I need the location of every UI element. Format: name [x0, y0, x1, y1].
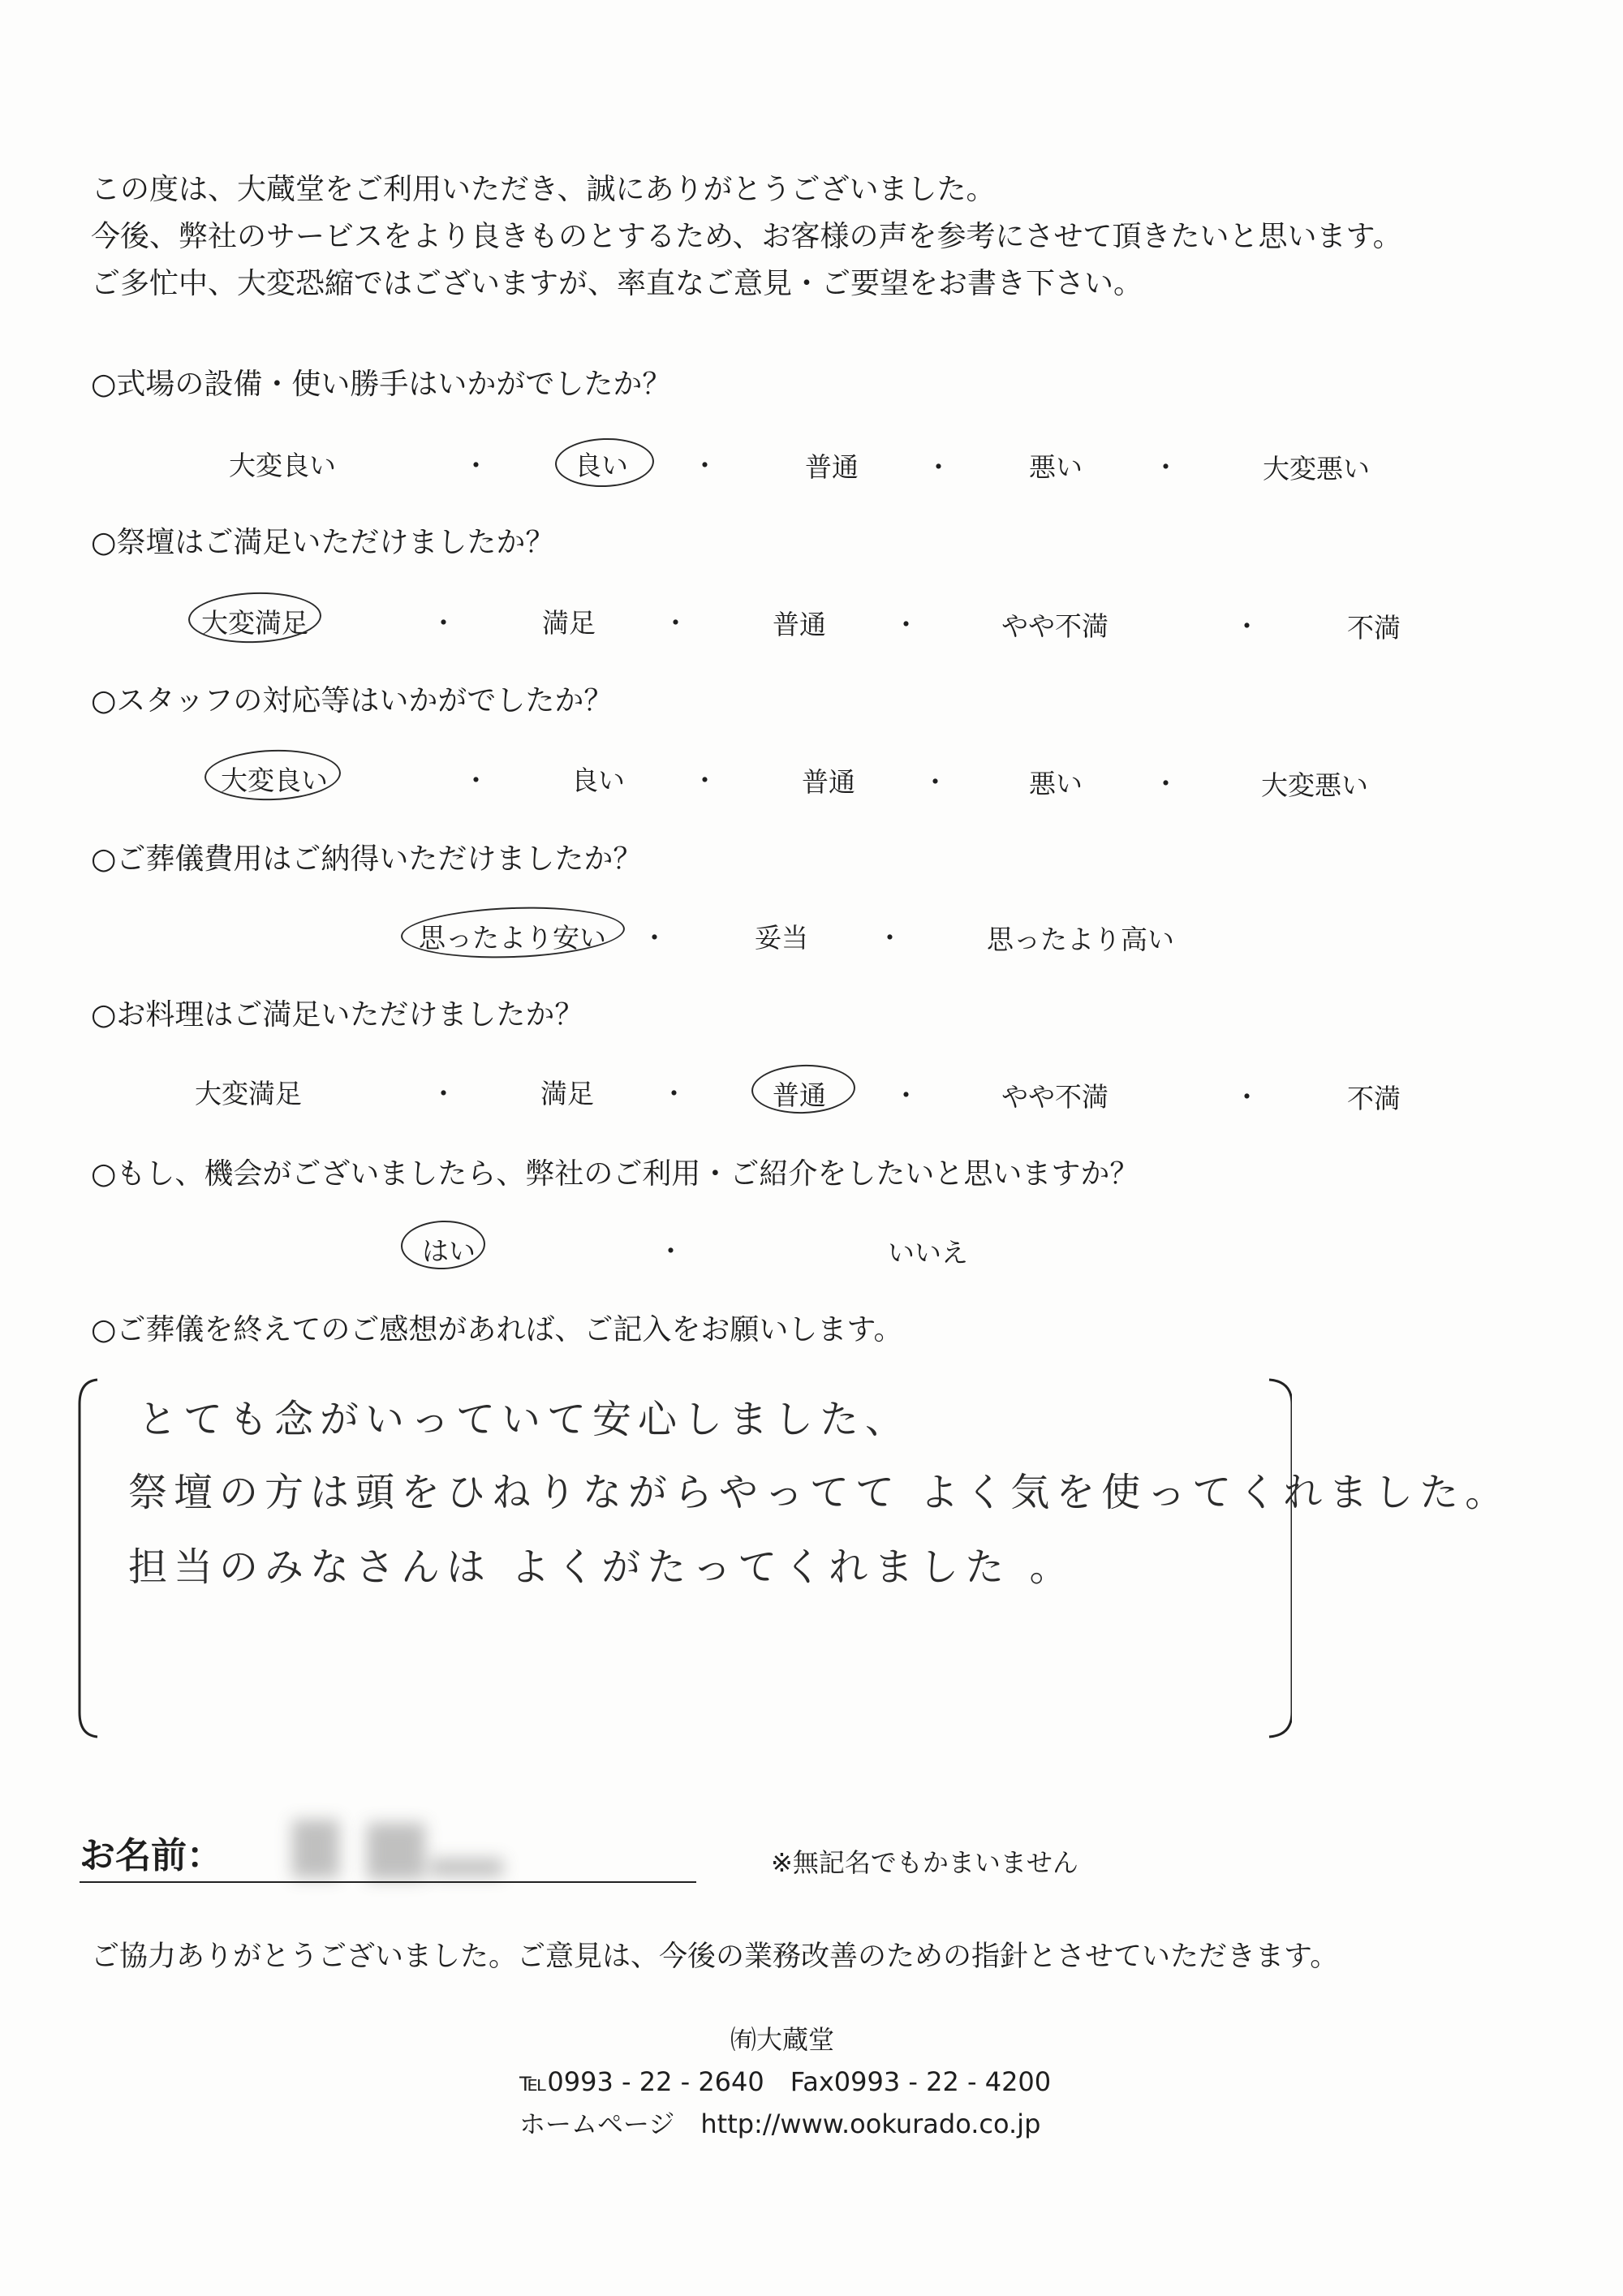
separator: ・	[1152, 768, 1179, 799]
comment-line: とても念がいっていて安心しました、	[138, 1397, 911, 1442]
separator: ・	[463, 765, 489, 796]
separator: ・	[1233, 610, 1260, 642]
option-normal[interactable]: 普通	[773, 1079, 826, 1111]
question-comments: ○ご葬儀を終えてのご感想があれば、ご記入をお願いします。	[91, 1313, 903, 1346]
option-no[interactable]: いいえ	[888, 1237, 968, 1269]
separator: ・	[893, 1079, 919, 1111]
comment-line: 担当のみなさんは よくがたってくれました 。	[128, 1544, 1075, 1590]
name-label: お名前：	[80, 1835, 222, 1876]
option-satisfied[interactable]: 満足	[542, 607, 596, 639]
option-satisfied[interactable]: 満足	[540, 1078, 594, 1109]
separator: ・	[657, 1235, 684, 1267]
name-field[interactable]	[80, 1881, 696, 1883]
anonymous-note: ※無記名でもかまいません	[771, 1847, 1078, 1878]
separator: ・	[661, 1078, 687, 1109]
separator: ・	[876, 922, 903, 954]
selected-circle	[751, 1063, 856, 1115]
option-reasonable[interactable]: 妥当	[755, 922, 808, 954]
option-slightly-dissatisfied[interactable]: やや不満	[1001, 1081, 1109, 1113]
option-normal[interactable]: 普通	[773, 609, 826, 640]
intro-line: ご多忙中、大変恐縮ではございますが、率直なご意見・ご要望をお書き下さい。	[91, 267, 1143, 300]
option-dissatisfied[interactable]: 不満	[1347, 1083, 1401, 1114]
option-very-satisfied[interactable]: 大変満足	[201, 607, 308, 639]
question-staff: ○スタッフの対応等はいかがでしたか？	[91, 684, 613, 717]
option-very-bad[interactable]: 大変悪い	[1261, 769, 1368, 801]
separator: ・	[925, 451, 952, 483]
option-very-good[interactable]: 大変良い	[221, 765, 328, 796]
separator: ・	[1233, 1081, 1260, 1113]
option-yes[interactable]: はい	[422, 1235, 476, 1267]
question-cost: ○ご葬儀費用はご納得いただけましたか？	[91, 842, 643, 876]
intro-line: この度は、大蔵堂をご利用いただき、誠にありがとうございました。	[91, 173, 996, 206]
question-food: ○お料理はご満足いただけましたか？	[91, 998, 584, 1032]
separator: ・	[1152, 451, 1179, 483]
separator: ・	[922, 766, 949, 798]
comment-line: 祭壇の方は頭をひねりながらやってて よく気を使ってくれました。	[128, 1470, 1511, 1515]
redacted-name	[430, 1859, 503, 1876]
intro-text	[91, 166, 1402, 308]
separator: ・	[691, 765, 718, 796]
question-facility: ○式場の設備・使い勝手はいかがでしたか？	[91, 368, 672, 401]
option-very-bad[interactable]: 大変悪い	[1263, 453, 1370, 485]
company-name: ㈲大蔵堂	[730, 2024, 835, 2055]
separator: ・	[430, 607, 457, 639]
option-good[interactable]: 良い	[575, 450, 628, 481]
separator: ・	[430, 1078, 457, 1109]
intro-line: 今後、弊社のサービスをより良きものとするため、お客様の声を参考にさせて頂きたいと思います。	[91, 220, 1402, 253]
option-very-good[interactable]: 大変良い	[229, 450, 336, 481]
option-bad[interactable]: 悪い	[1029, 451, 1083, 483]
question-recommend: ○もし、機会がございましたら、弊社のご利用・ご紹介をしたいと思いますか？	[91, 1157, 1139, 1191]
question-altar: ○祭壇はご満足いただけましたか？	[91, 526, 555, 559]
option-higher-than-expected[interactable]: 思ったより高い	[987, 924, 1174, 955]
option-normal[interactable]: 普通	[805, 451, 859, 483]
selected-circle	[554, 437, 655, 489]
contact-info: ℡0993 - 22 - 2640 Fax0993 - 22 - 4200	[519, 2066, 1052, 2097]
redacted-name	[367, 1823, 425, 1880]
homepage-link[interactable]: ホームページ http://www.ookurado.co.jp	[519, 2109, 1041, 2139]
separator: ・	[641, 922, 668, 954]
separator: ・	[691, 450, 718, 481]
option-good[interactable]: 良い	[571, 765, 625, 796]
option-dissatisfied[interactable]: 不満	[1347, 612, 1401, 644]
redacted-name	[292, 1820, 339, 1878]
option-slightly-dissatisfied[interactable]: やや不満	[1001, 610, 1109, 642]
option-bad[interactable]: 悪い	[1029, 768, 1083, 799]
separator: ・	[463, 450, 489, 481]
separator: ・	[893, 609, 919, 640]
option-very-satisfied[interactable]: 大変満足	[195, 1078, 302, 1109]
separator: ・	[662, 607, 689, 639]
option-normal[interactable]: 普通	[802, 766, 855, 798]
option-cheaper-than-expected[interactable]: 思ったより安い	[419, 922, 606, 954]
thanks-text: ご協力ありがとうございました。ご意見は、今後の業務改善のための指針とさせていただきます。	[91, 1941, 1339, 1973]
